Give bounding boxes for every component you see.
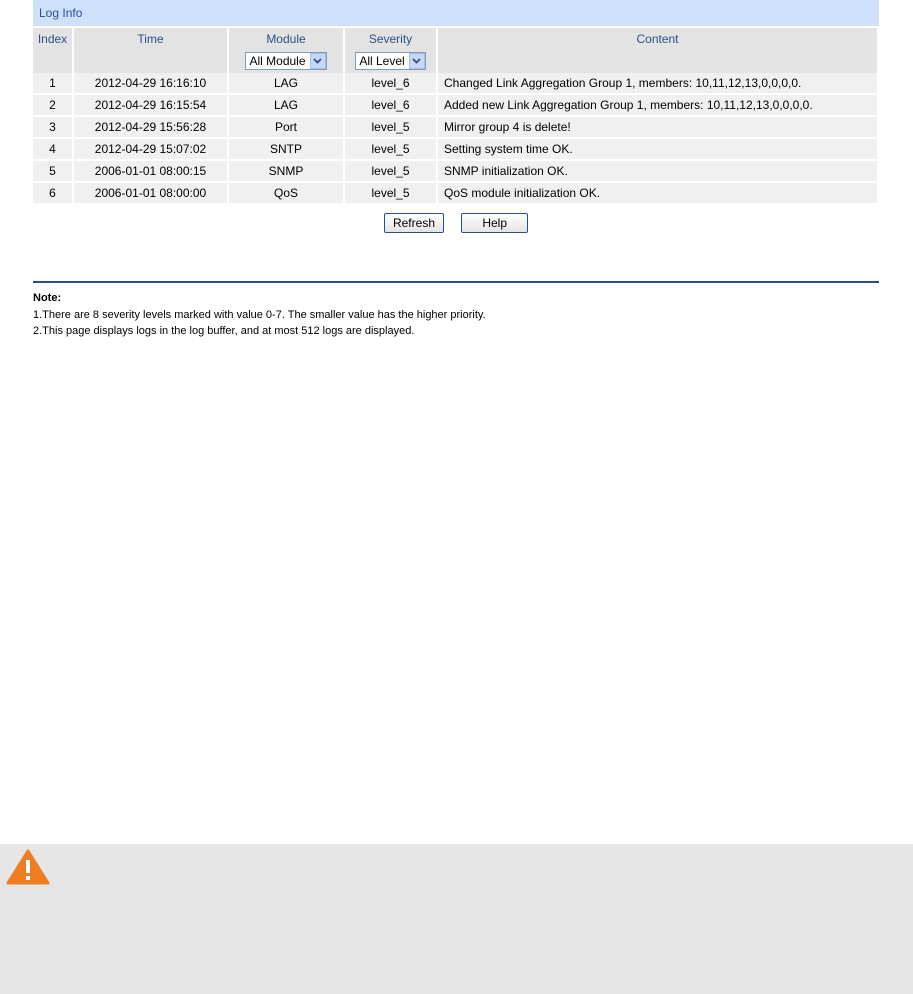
cell-severity: level_5 [344, 116, 437, 138]
table-row [33, 94, 878, 116]
note-line: 1.There are 8 severity levels marked with value 0-7. The smaller value has the higher priority. [33, 308, 486, 321]
cell-content: SNMP initialization OK. [437, 160, 878, 182]
cell-severity: level_5 [344, 138, 437, 160]
note-section [33, 290, 486, 340]
cell-module: Port [228, 116, 344, 138]
cell-index: 1 [33, 73, 73, 94]
module-filter-value: All Module [249, 54, 306, 68]
button-bar [33, 213, 879, 237]
note-line: 2.This page displays logs in the log buffer, and at most 512 logs are displayed. [33, 325, 415, 337]
chevron-down-icon[interactable] [409, 53, 425, 69]
refresh-button[interactable]: Refresh [384, 213, 444, 233]
log-table [33, 28, 879, 205]
table-row [33, 116, 878, 138]
warning-icon [6, 849, 50, 888]
cell-severity: level_6 [344, 94, 437, 116]
cell-index: 2 [33, 94, 73, 116]
chevron-down-icon[interactable] [310, 53, 326, 69]
log-info-panel [33, 0, 879, 237]
filter-row [33, 49, 878, 73]
cell-module: LAG [228, 94, 344, 116]
cell-severity: level_5 [344, 182, 437, 204]
cell-time: 2012-04-29 16:16:10 [73, 73, 228, 94]
header-index: Index [33, 28, 73, 49]
cell-time: 2006-01-01 08:00:00 [73, 182, 228, 204]
table-row [33, 138, 878, 160]
cell-content: Mirror group 4 is delete! [437, 116, 878, 138]
cell-module: SNMP [228, 160, 344, 182]
cell-content: Added new Link Aggregation Group 1, members: 10,11,12,13,0,0,0,0. [437, 94, 878, 116]
cell-content: QoS module initialization OK. [437, 182, 878, 204]
help-button[interactable]: Help [461, 213, 528, 233]
table-row [33, 73, 878, 94]
cell-severity: level_6 [344, 73, 437, 94]
severity-filter-select[interactable] [355, 52, 425, 70]
cell-module: QoS [228, 182, 344, 204]
note-title: Note: [33, 292, 62, 304]
cell-module: SNTP [228, 138, 344, 160]
cell-index: 3 [33, 116, 73, 138]
warning-box [0, 844, 913, 994]
table-row [33, 160, 878, 182]
table-row [33, 182, 878, 204]
section-divider [33, 281, 879, 283]
cell-index: 4 [33, 138, 73, 160]
cell-content: Setting system time OK. [437, 138, 878, 160]
cell-module: LAG [228, 73, 344, 94]
severity-filter-value: All Level [359, 54, 405, 68]
cell-index: 5 [33, 160, 73, 182]
cell-index: 6 [33, 182, 73, 204]
header-time: Time [73, 28, 228, 49]
cell-time: 2012-04-29 16:15:54 [73, 94, 228, 116]
header-content: Content [437, 28, 878, 49]
panel-title: Log Info [33, 0, 879, 26]
header-severity: Severity [344, 28, 437, 49]
header-row [33, 28, 878, 49]
module-filter-select[interactable] [245, 52, 326, 70]
cell-severity: level_5 [344, 160, 437, 182]
cell-time: 2012-04-29 15:56:28 [73, 116, 228, 138]
cell-time: 2006-01-01 08:00:15 [73, 160, 228, 182]
header-module: Module [228, 28, 344, 49]
cell-content: Changed Link Aggregation Group 1, members: 10,11,12,13,0,0,0,0. [437, 73, 878, 94]
cell-time: 2012-04-29 15:07:02 [73, 138, 228, 160]
